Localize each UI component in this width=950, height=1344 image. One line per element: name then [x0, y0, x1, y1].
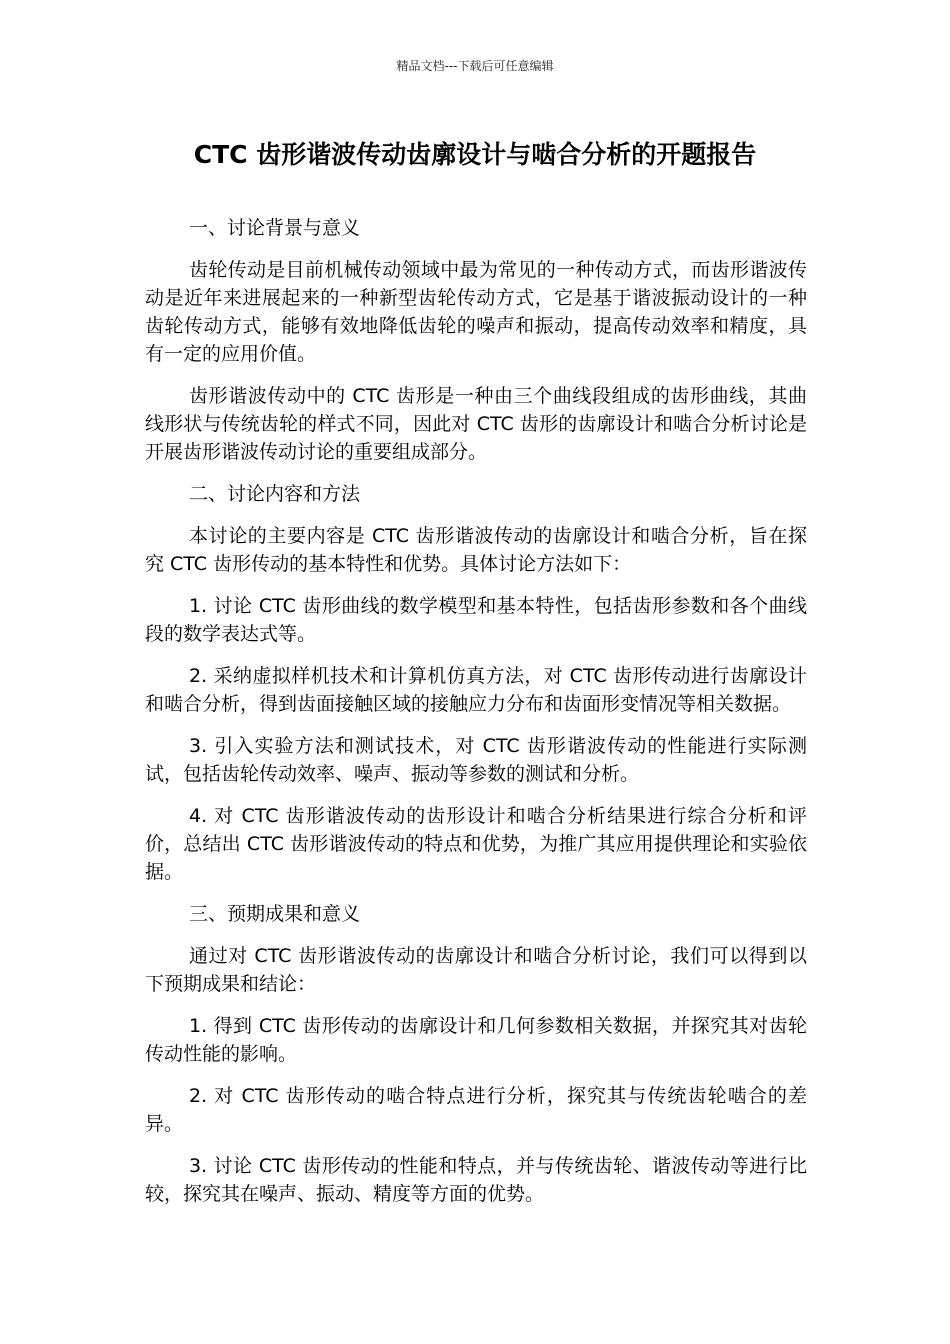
section-heading: 一、讨论背景与意义: [189, 217, 361, 239]
paragraph: 本讨论的主要内容是 CTC 齿形谐波传动的齿廓设计和啮合分析，旨在探究 CTC 齿形传动的基本特性和优势。具体讨论方法如下：: [145, 525, 807, 575]
paragraph: 齿形谐波传动中的 CTC 齿形是一种由三个曲线段组成的齿形曲线，其曲线形状与传统齿轮的样式不同，因此对 CTC 齿形的齿廓设计和啮合分析讨论是开展齿形谐波传动讨论的重要组成部分。: [145, 385, 807, 463]
list-item: 1. 得到 CTC 齿形传动的齿廓设计和几何参数相关数据，并探究其对齿轮传动性能的影响。: [145, 1015, 807, 1065]
list-item: 4. 对 CTC 齿形谐波传动的齿形设计和啮合分析结果进行综合分析和评价，总结出 CTC 齿形谐波传动的特点和优势，为推广其应用提供理论和实验依据。: [145, 805, 807, 883]
section-heading: 二、讨论内容和方法: [189, 483, 361, 505]
paragraph: 通过对 CTC 齿形谐波传动的齿廓设计和啮合分析讨论，我们可以得到以下预期成果和结论：: [145, 945, 807, 995]
list-item: 1. 讨论 CTC 齿形曲线的数学模型和基本特性，包括齿形参数和各个曲线段的数学表达式等。: [145, 595, 807, 645]
list-item: 2. 采纳虚拟样机技术和计算机仿真方法，对 CTC 齿形传动进行齿廓设计和啮合分析，得到齿面接触区域的接触应力分布和齿面形变情况等相关数据。: [145, 665, 807, 715]
page-header: 精品文档---下载后可任意编辑: [396, 59, 554, 73]
list-item: 2. 对 CTC 齿形传动的啮合特点进行分析，探究其与传统齿轮啮合的差异。: [145, 1085, 807, 1135]
document-body: [145, 214, 807, 1222]
section-heading: 三、预期成果和意义: [189, 903, 361, 925]
list-item: 3. 引入实验方法和测试技术，对 CTC 齿形谐波传动的性能进行实际测试，包括齿轮传动效率、噪声、振动等参数的测试和分析。: [145, 735, 807, 785]
paragraph: 齿轮传动是目前机械传动领域中最为常见的一种传动方式，而齿形谐波传动是近年来进展起来的一种新型齿轮传动方式，它是基于谐波振动设计的一种齿轮传动方式，能够有效地降低齿轮的噪声和振动，提高传动效率和精度，具有一定的应用价值。: [145, 259, 807, 365]
document-title: CTC 齿形谐波传动齿廓设计与啮合分析的开题报告: [193, 140, 757, 169]
list-item: 3. 讨论 CTC 齿形传动的性能和特点，并与传统齿轮、谐波传动等进行比较，探究其在噪声、振动、精度等方面的优势。: [145, 1155, 807, 1205]
